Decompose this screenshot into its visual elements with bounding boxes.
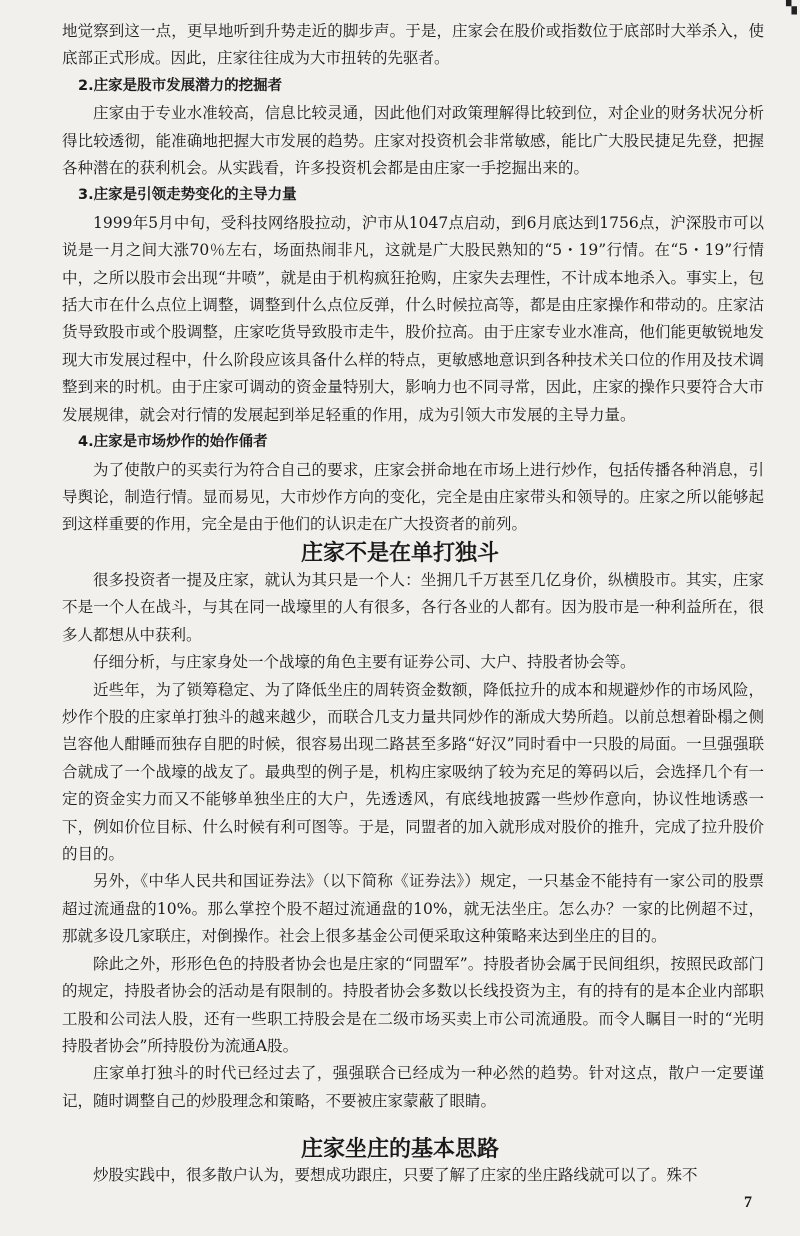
section-2-heading: 庄家不是在单打独斗 (300, 541, 499, 566)
page-number: 7 (744, 1194, 752, 1211)
paragraph-s2-1: 很多投资者一提及庄家，就认为其只是一个人：坐拥几千万甚至几亿身价，纵横股市。其实，庄家不是一个人在战斗，与其在同一战壕里的人有很多，各行各业的人都有。因为股市是一种利益所在，很多人都想从中获利。 (62, 571, 764, 644)
paragraph-2: 庄家由于专业水准较高，信息比较灵通，因此他们对政策理解得比较到位，对企业的财务状况分析得比较透彻，能准确地把握大市发展的趋势。庄家对投资机会非常敏感，能比广大股民捷足先登，把握各种潜在的获利机会。从实践看，许多投资机会都是由庄家一手挖掘出来的。 (62, 104, 764, 178)
paragraph-intro: 地觉察到这一点，更早地听到升势走近的脚步声。于是，庄家会在股价或指数位于底部时大举杀入，使底部正式形成。因此，庄家往往成为大市扭转的先驱者。 (62, 22, 764, 68)
paragraph-s2-4: 另外，《中华人民共和国证券法》（以下简称《证券法》）规定，一只基金不能持有一家公司的股票超过流通盘的10%。那么掌控个股不超过流通盘的10%，就无法坐庄。怎么办？一家的比例超不过，那就多设几家联庄，对倒操作。社会上很多基金公司便采取这种策略来达到坐庄的目的。 (62, 872, 764, 946)
paragraph-s2-5: 除此之外，形形色色的持股者协会也是庄家的“同盟军”。持股者协会属于民间组织，按照民政部门的规定，持股者协会的活动是有限制的。持股者协会多数以长线投资为主，有的持有的是本企业内部职工股和公司法人股，还有一些职工持股会是在二级市场买卖上市公司流通股。而令人瞩目一时的“光明持股者协会”所持股份为流通A股。 (62, 954, 764, 1055)
section-3 (62, 1162, 764, 1189)
subheading-3: 3.庄家是引领走势变化的主导力量 (78, 187, 297, 204)
paragraph-3: 1999年5月中旬，受科技网络股拉动，沪市从1047点启动，到6月底达到1756点，沪深股市可以说是一月之间大涨70％左右，场面热闹非凡，这就是广大股民熟知的“5・19”行情。在“5・19”行情中，之所以股市会出现“井喷”，就是由于机构疯狂抢购，庄家失去理性，不计成本地杀入。事实上，包括大市在什么点位上调整，调整到什么点位反弹，什么时候拉高等，都是由庄家操作和带动的。庄家沽货导致股市或个股调整，庄家吃货导致股市走牛，股价拉高。由于庄家专业水准高，他们能更敏锐地发现大市发展过程中，什么阶段应该具备什么样的特点，更敏感地意识到各种技术关口位的作用及技术调整到来的时机。由于庄家可调动的资金量特别大，影响力也不同寻常，因此，庄家的操作只要符合大市发展规律，就会对行情的发展起到举足轻重的作用，成为引领大市发展的主导力量。 (62, 213, 764, 424)
subheading-2: 2.庄家是股市发展潜力的挖掘者 (78, 77, 283, 94)
paragraph-s2-2: 仔细分析，与庄家身处一个战壕的角色主要有证券公司、大户、持股者协会等。 (93, 653, 636, 672)
paragraph-s2-3: 近些年，为了锁筹稳定、为了降低坐庄的周转资金数额，降低拉升的成本和规避炒作的市场风险，炒作个股的庄家单打独斗的越来越少，而联合几支力量共同炒作的渐成大势所趋。以前总想着卧榻之侧岂容他人酣睡而独存自肥的时候，很容易出现二路甚至多路“好汉”同时看中一只股的局面。一旦强强联合就成了一个战壕的战友了。最典型的例子是，机构庄家吸纳了较为充足的筹码以后，会选择几个有一定的资金实力而又不能够单独坐庄的大户，先透透风，有底线地披露一些炒作意向，协议性地诱惑一下，例如价位目标、什么时候有利可图等。于是，同盟者的加入就形成对股价的推升，完成了拉升股价的目的。 (62, 680, 764, 864)
paragraph-4: 为了使散户的买卖行为符合自己的要求，庄家会拼命地在市场上进行炒作，包括传播各种消息，引导舆论，制造行情。显而易见，大市炒作方向的变化，完全是由庄家带头和领导的。庄家之所以能够起到这样重要的作用，完全是由于他们的认识走在广大投资者的前列。 (62, 460, 764, 534)
section-3-heading: 庄家坐庄的基本思路 (300, 1137, 499, 1162)
section-2 (62, 567, 764, 1115)
subheading-4: 4.庄家是市场炒作的始作俑者 (78, 434, 268, 451)
paragraph-s3-1: 炒股实践中，很多散户认为，要想成功跟庄，只要了解了庄家的坐庄路线就可以了。殊不 (93, 1166, 698, 1184)
section-1 (62, 18, 764, 539)
paragraph-s2-6: 庄家单打独斗的时代已经过去了，强强联合已经成为一种必然的趋势。针对这点，散户一定要谨记，随时调整自己的炒股理念和策略，不要被庄家蒙蔽了眼睛。 (62, 1064, 764, 1110)
corner-mark: ▚ (786, 0, 797, 15)
